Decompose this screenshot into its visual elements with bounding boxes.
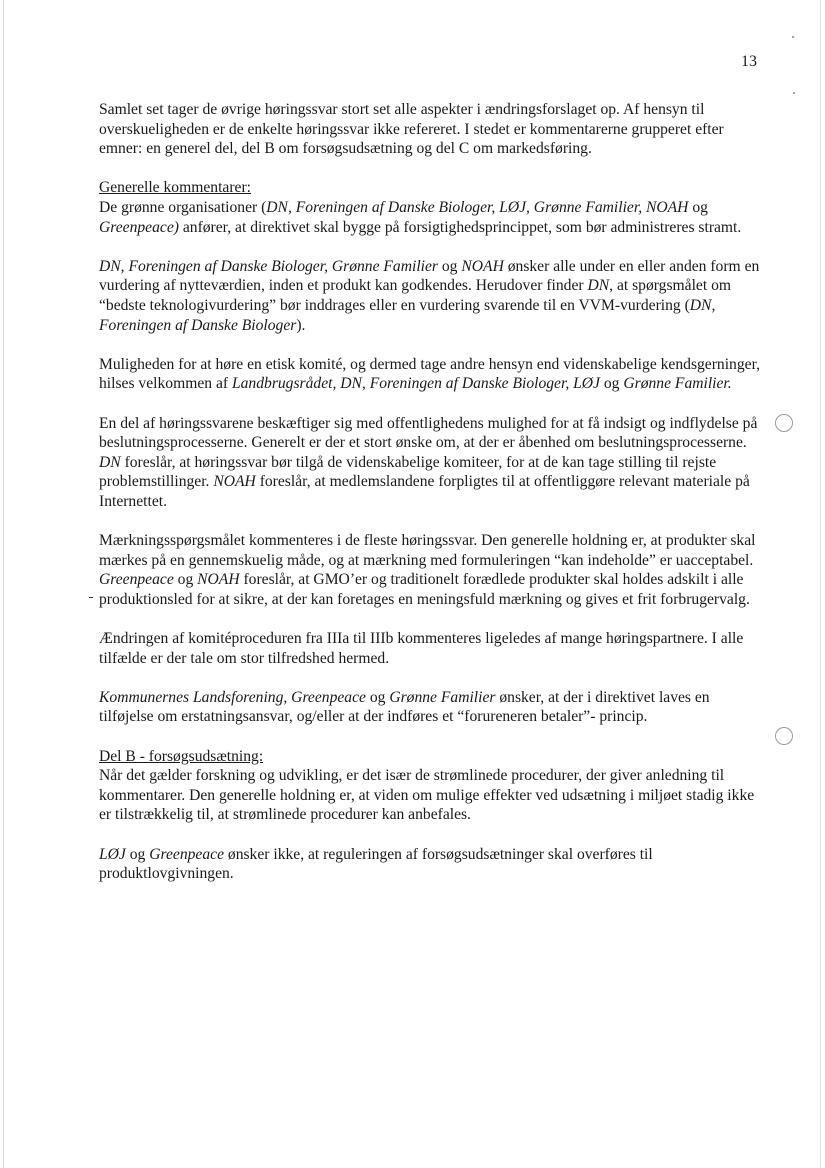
intro-paragraph: Samlet set tager de øvrige høringssvar stort set alle aspekter i ændringsforslaget op. Af hensyn til overskueligheden er de enkelte høringssvar ikke refereret. I stedet er kommentarerne grupperet efter emner: en generel del, del B om forsøgsudsætning og del C om markedsføring. [99,101,724,158]
paragraph-liability: Kommunernes Landsforening, Greenpeace og Grønne Familier ønsker, at der i direktivet laves en tilføjelse om erstatningsansvar, og/eller at der indføres et “forureneren betaler”- princip. [99,688,710,726]
document-body [99,100,761,884]
scan-edge-right [820,0,821,1168]
page-number: 13 [741,53,757,70]
paragraph-ethics-committee: Muligheden for at høre en etisk komité, og dermed tage andre hensyn end videnskabelige kendsgerninger, hilses velkommen af Landbrugsrådet, DN, Foreningen af Danske Biologer, LØJ og Grønne Familier. [99,355,761,393]
scan-speck [792,36,794,38]
paragraph-regulation-transfer: LØJ og Greenpeace ønsker ikke, at reguleringen af forsøgsudsætninger skal overføres til produktlovgivningen. [99,845,653,883]
paragraph-research: Når det gælder forskning og udvikling, er det især de strømlinede procedurer, der giver anledning til kommentarer. Den generelle holdning er, at viden om mulige effekter ved udsætning i miljøet stadig ikke er tilstrækkelig til, at strømlinede procedurer kan anbefales. [99,767,755,824]
paragraph-labelling: Mærkningsspørgsmålet kommenteres i de fleste høringssvar. Den generelle holdning er, at produkter skal mærkes på en gennemskuelig måde, og at mærkning med formuleringen “kan indeholde” er uacceptabel. Greenpeace og NOAH foreslår, at GMO’er og traditionelt forædlede produkter skal holdes adskilt i alle produktionsled for at sikre, at der kan foretages en meningsfuld mærkning og gives et frit forbrugervalg. [99,532,756,608]
paragraph-public-access: En del af høringssvarene beskæftiger sig med offentlighedens mulighed for at få indsigt og indflydelse på beslutningsprocesserne. Generelt er der et stort ønske om, at der er åbenhed om beslutningsprocesserne. DN foreslår, at høringssvar bør tilgå de videnskabelige komiteer, for at de kan tage stilling til rejste problemstillinger. NOAH foreslår, at medlemslandene forpligtes til at offentliggøre relevant materiale på Internettet. [99,414,758,510]
scan-speck [793,92,795,94]
section-heading-general: Generelle kommentarer: [99,179,251,197]
paragraph-committee-procedure: Ændringen af komitéproceduren fra IIIa til IIIb kommenteres ligeledes af mange høringspartnere. I alle tilfælde er der tale om stor tilfredshed hermed. [99,630,744,667]
punch-hole [775,414,793,432]
paragraph-utility-assessment: DN, Foreningen af Danske Biologer, Grønne Familier og NOAH ønsker alle under en eller anden form en vurdering af nytteværdien, inden et produkt kan godkendes. Herudover finder DN, at spørgsmålet om “bedste teknologivurdering” bør inddrages eller en vurdering svarende til en VVM-vurdering (DN, Foreningen af Danske Biologer). [99,257,760,334]
section-heading-del-b: Del B - forsøgsudsætning: [99,747,264,765]
scan-edge-left [3,0,4,1168]
punch-hole [775,727,793,745]
margin-tick [89,597,93,598]
paragraph-green-organisations: De grønne organisationer (DN, Foreningen af Danske Biologer, LØJ, Grønne Familier, NOAH og Greenpeace) anfører, at direktivet skal bygge på forsigtighedsprincippet, som bør administreres stramt. [99,198,742,236]
